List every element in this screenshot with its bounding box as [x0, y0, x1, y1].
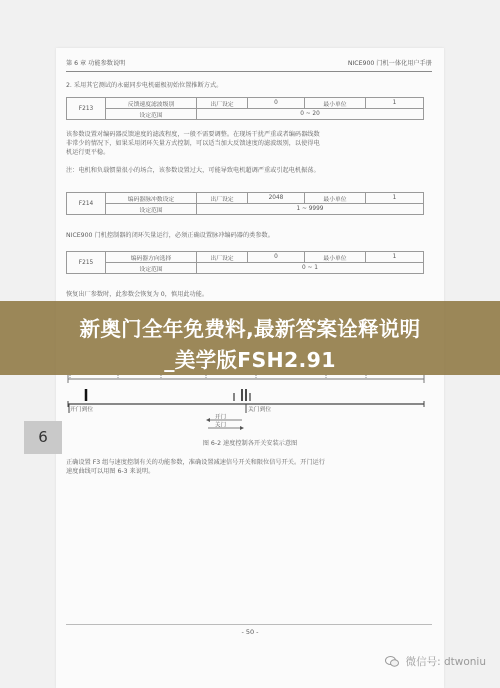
open-arrow-head — [206, 418, 210, 422]
range-label: 设定范围 — [106, 263, 197, 274]
default-label: 出厂设定 — [197, 252, 248, 263]
param-name: 编码器脉冲数设定 — [106, 193, 197, 204]
watermark — [385, 654, 486, 669]
page-header — [66, 58, 432, 72]
param-table-f213 — [66, 97, 424, 120]
paragraph-1-line-3: 机运行更平稳。 — [66, 149, 110, 156]
note-text: 注：电机和负载惯量很小的场合，该参数设置过大，可能导致电机超调严重或引起电机振荡。 — [66, 167, 320, 174]
paragraph-4-line-2: 速度曲线可以用图 6-3 来说明。 — [66, 468, 155, 475]
unit-value: 1 — [366, 252, 424, 263]
header-rule — [66, 71, 432, 72]
switch-diagram — [66, 375, 426, 430]
range-value: 0 ~ 1 — [197, 263, 424, 274]
default-value: 0 — [248, 98, 305, 109]
paragraph-1-line-2: 非常少的情况下，如果采用闭环矢量方式控制，可以适当加大反馈速度的滤波级别，以使得电 — [66, 140, 320, 147]
watermark-text: 微信号: dtwoniu — [405, 656, 486, 668]
paragraph-3: 恢复出厂参数时，此参数会恢复为 0，慎用此功能。 — [66, 291, 209, 298]
wechat-icon — [385, 656, 399, 667]
close-limit-label: 关门到位 — [248, 407, 272, 413]
param-code: F215 — [67, 252, 106, 274]
param-table-f215 — [66, 251, 424, 274]
range-label: 设定范围 — [106, 204, 197, 215]
intro-text: 2. 采用其它测试的永磁同步电机磁极初始位置推断方式。 — [66, 82, 223, 89]
unit-value: 1 — [366, 98, 424, 109]
paragraph-4-line-1: 正确设置 F3 组与速度控制有关的功能参数，准确设置减速信号开关和限位信号开关。开门运行 — [66, 459, 325, 466]
chapter-tab: 6 — [24, 421, 62, 454]
param-code: F214 — [67, 193, 106, 215]
default-label: 出厂设定 — [197, 193, 248, 204]
paragraph-1-line-1: 该参数设置对编码器反馈速度的滤波程度，一般不需要调整。在现场干扰严重或者编码器线数 — [66, 131, 320, 138]
default-label: 出厂设定 — [197, 98, 248, 109]
close-arrow-label: 关门 — [215, 422, 227, 429]
param-table-f214 — [66, 192, 424, 215]
param-code: F213 — [67, 98, 106, 120]
param-name: 编码器方向选择 — [106, 252, 197, 263]
page-number: - 50 - — [241, 628, 259, 636]
paragraph-2: NICE900 门机控制器的闭环矢量运行，必须正确设置脉冲编码器的类参数。 — [66, 232, 274, 239]
range-value: 1 ~ 9999 — [197, 204, 424, 215]
banner-line-2: _美学版FSH2.91 — [164, 348, 336, 372]
open-limit-label: 开门到位 — [70, 407, 94, 413]
unit-label: 最小单位 — [305, 98, 366, 109]
unit-label: 最小单位 — [305, 252, 366, 263]
unit-label: 最小单位 — [305, 193, 366, 204]
default-value: 2048 — [248, 193, 305, 204]
footer-rule — [66, 624, 432, 625]
chapter-title: 第 6 章 功能参数说明 — [66, 60, 126, 67]
manual-title: NICE900 门机一体化用户手册 — [347, 60, 432, 67]
figure-caption: 图 6-2 速度控制各开关安装示意图 — [202, 440, 298, 447]
open-arrow-label: 开门 — [215, 414, 227, 421]
param-name: 反馈速度滤波级别 — [106, 98, 197, 109]
range-label: 设定范围 — [106, 109, 197, 120]
range-value: 0 ~ 20 — [197, 109, 424, 120]
unit-value: 1 — [366, 193, 424, 204]
close-arrow-head — [240, 426, 244, 430]
banner-line-1: 新奥门全年免费料,最新答案诠释说明 — [79, 317, 421, 341]
title-banner — [0, 301, 500, 375]
default-value: 0 — [248, 252, 305, 263]
